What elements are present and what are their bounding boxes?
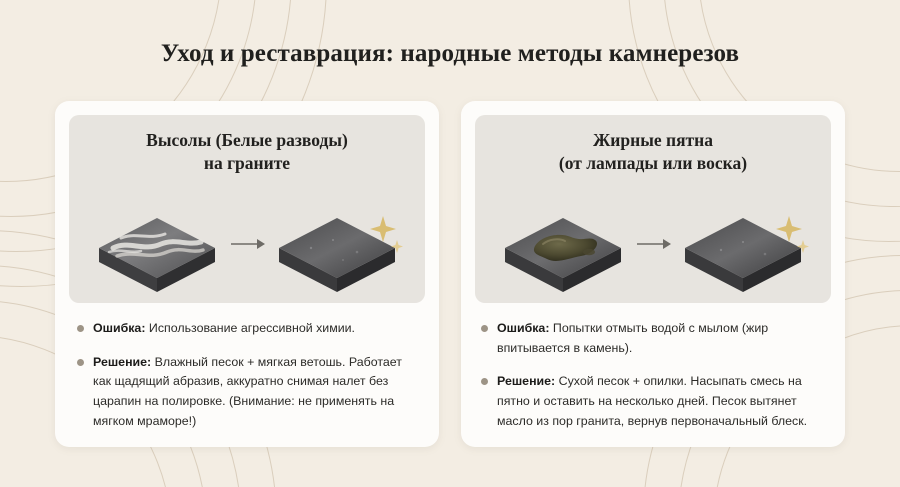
clean-granite-slab-with-sparkles-icon (677, 196, 809, 292)
bullet-body: Попытки отмыть водой с мылом (жир впитывается в камень). (497, 321, 769, 355)
bullet-text (497, 372, 825, 431)
bullet-dot-icon (481, 378, 488, 385)
list-item (481, 319, 825, 358)
card-heading-line1: Высолы (Белые разводы) (146, 130, 348, 150)
card-bullets (475, 319, 831, 431)
card-bullets (69, 319, 425, 431)
bullet-label: Решение: (93, 354, 152, 369)
bullet-text (93, 319, 355, 339)
arrow-right-icon (635, 234, 671, 254)
bullet-label: Ошибка: (497, 321, 550, 336)
bullet-label: Ошибка: (93, 321, 146, 336)
bullet-text (93, 353, 419, 431)
list-item (77, 319, 419, 339)
arrow-right-icon (229, 234, 265, 254)
card-heading (475, 115, 831, 185)
bullet-dot-icon (481, 325, 488, 332)
card-heading-line1: Жирные пятна (593, 130, 713, 150)
card-heading (69, 115, 425, 185)
bullet-body: Влажный песок + мягкая ветошь. Работает как щадящий абразив, аккуратно снимая налет без царапин на полировке. (Внимание: не применять на мягком мраморе!) (93, 354, 402, 428)
cards-container (55, 101, 845, 447)
bullet-dot-icon (77, 359, 84, 366)
card-illustration (475, 185, 831, 303)
bullet-label: Решение: (497, 374, 556, 389)
granite-slab-with-grease-stain-icon (497, 196, 629, 292)
bullet-body: Сухой песок + опилки. Насыпать смесь на пятно и оставить на несколько дней. Песок вытянет масло из пор гранита, вернув первоначальный блеск. (497, 374, 808, 428)
bullet-text (497, 319, 825, 358)
card-efflorescence (55, 101, 439, 447)
bullet-dot-icon (77, 325, 84, 332)
card-heading-line2: (от лампады или воска) (558, 153, 748, 174)
bullet-body: Использование агрессивной химии. (145, 321, 355, 336)
card-grease-stains (461, 101, 845, 447)
page-title: Уход и реставрация: народные методы камнерезов (160, 40, 740, 67)
card-illustration (69, 185, 425, 303)
granite-slab-with-white-efflorescence-icon (91, 196, 223, 292)
card-heading-line2: на граните (203, 153, 291, 174)
clean-granite-slab-with-sparkles-icon (271, 196, 403, 292)
list-item (77, 353, 419, 431)
list-item (481, 372, 825, 431)
